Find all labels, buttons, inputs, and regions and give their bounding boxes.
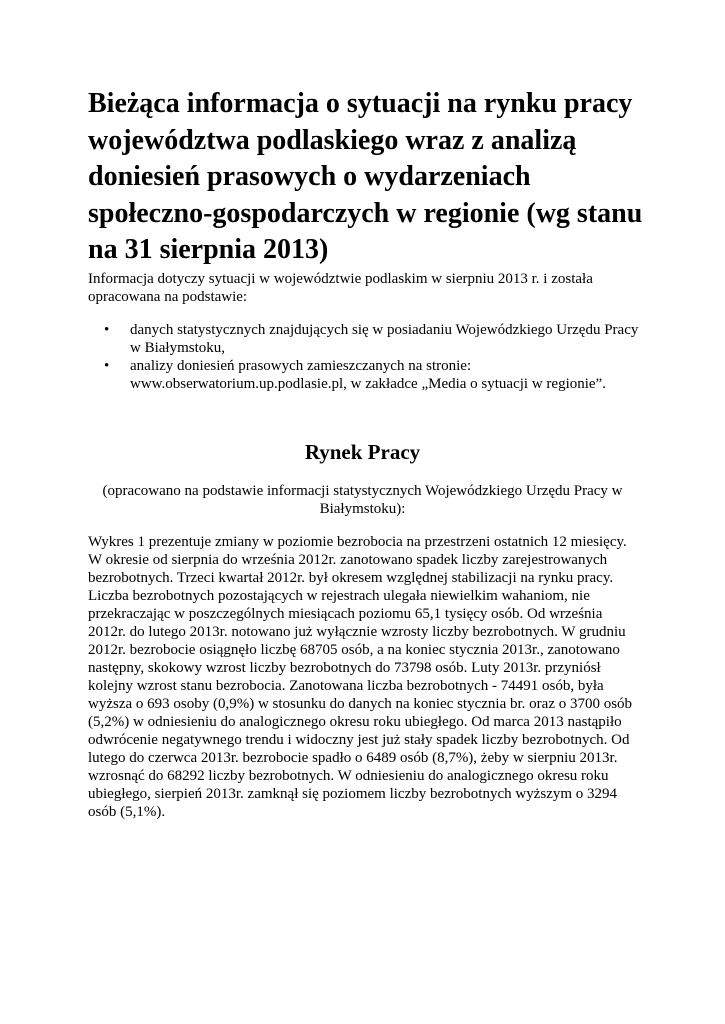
bullet-icon: •: [104, 358, 110, 374]
intro-paragraph: Informacja dotyczy sytuacji w województwie podlaskim w sierpniu 2013 r. i została opracowana na podstawie:: [88, 271, 593, 305]
list-item-text: danych statystycznych znajdujących się w posiadaniu Wojewódzkiego Urzędu Pracy w Białymstoku,: [130, 322, 639, 356]
list-item-text: analizy doniesień prasowych zamieszczanych na stronie: www.obserwatorium.up.podlasie.pl, w zakładce „Media o sytuacji w regionie”.: [130, 358, 606, 392]
body-paragraph: Wykres 1 prezentuje zmiany w poziomie bezrobocia na przestrzeni ostatnich 12 miesięcy. W okresie od sierpnia do września 2012r. zanotowano spadek liczby zarejestrowanych bezrobotnych. Trzeci kwartał 2012r. był okresem względnej stabilizacji na rynku pracy. Liczba bezrobotnych pozostających w rejestrach ulegała niewielkim wahaniom, nie przekraczając w poszczególnych miesiącach poziomu 65,1 tysięcy osób. Od września 2012r. do lutego 2013r. notowano już wyłącznie wzrosty liczby bezrobotnych. W grudniu 2012r. bezrobocie osiągnęło liczbę 68705 osób, a na koniec stycznia 2013r., zanotowano następny, skokowy wzrost liczby bezrobotnych do 73798 osób. Luty 2013r. przyniósł kolejny wzrost stanu bezrobocia. Zanotowana liczba bezrobotnych - 74491 osób, była wyższa o 693 osoby (0,9%) w stosunku do danych na koniec stycznia br. oraz o 3700 osób (5,2%) w odniesieniu do analogicznego okresu roku ubiegłego. Od marca 2013 nastąpiło odwrócenie negatywnego trendu i widoczny jest już stały spadek liczby bezrobotnych. Od lutego do czerwca 2013r. bezrobocie spadło o 6489 osób (8,7%), żeby w sierpniu 2013r. wzrosnąć do 68292 liczby bezrobotnych. W odniesieniu do analogicznego okresu roku ubiegłego, sierpień 2013r. zamknął się poziomem liczby bezrobotnych wyższym o 3294 osób (5,1%).: [88, 534, 633, 820]
document-title: Bieżąca informacja o sytuacji na rynku pracy województwa podlaskiego wraz z analizą doniesień prasowych o wydarzeniach społeczno-gospodarczych w regionie (wg stanu na 31 sierpnia 2013): [88, 88, 643, 265]
sources-list: [88, 321, 648, 393]
section-note: (opracowano na podstawie informacji statystycznych Wojewódzkiego Urzędu Pracy w Białymstoku):: [102, 483, 623, 517]
bullet-icon: •: [104, 322, 110, 338]
section-title: Rynek Pracy: [304, 440, 421, 464]
list-item: [88, 357, 648, 393]
list-item: [88, 321, 648, 357]
